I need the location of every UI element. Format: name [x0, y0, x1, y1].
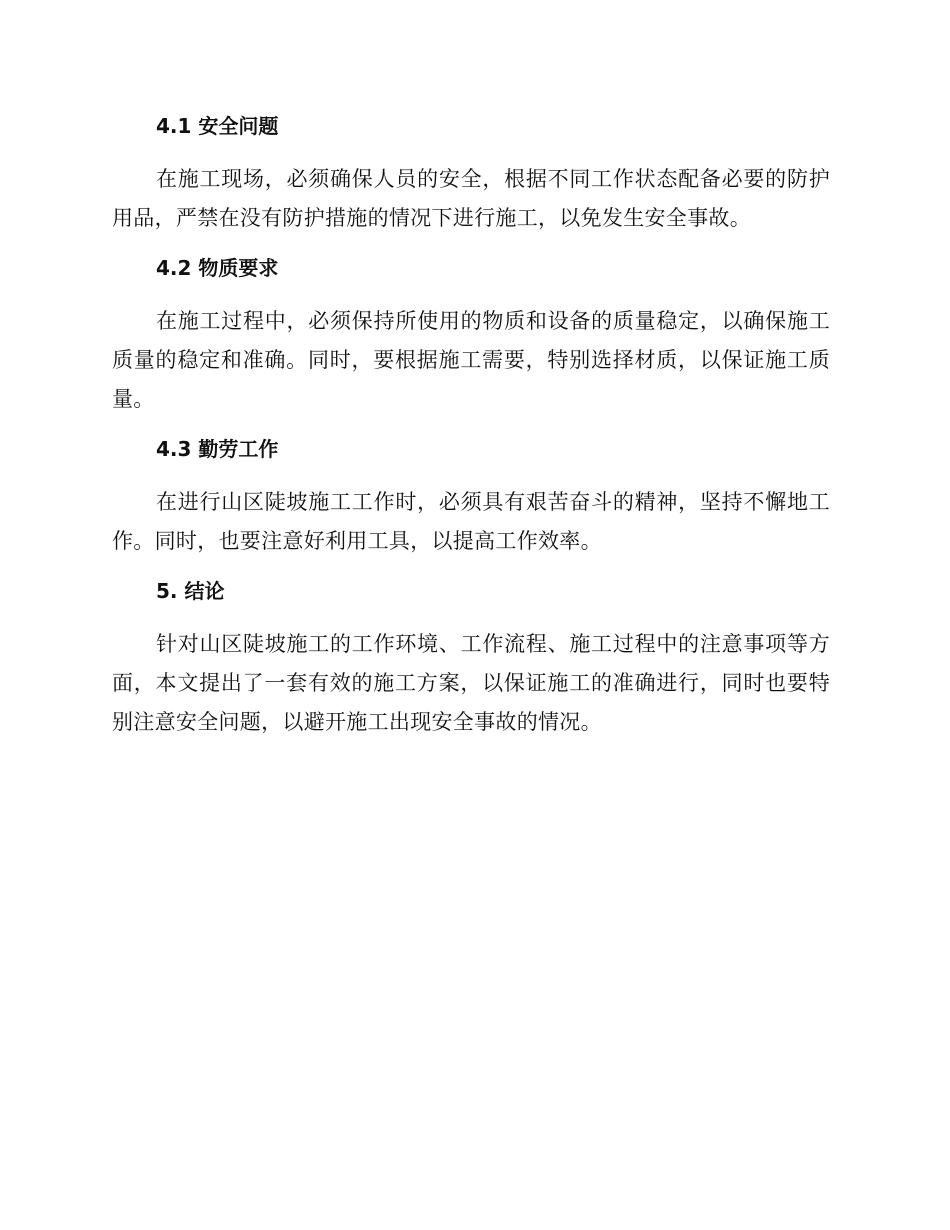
section-4-3 — [112, 431, 830, 561]
section-paragraph: 针对山区陡坡施工的工作环境、工作流程、施工过程中的注意事项等方面，本文提出了一套有效的施工方案，以保证施工的准确进行，同时也要特别注意安全问题，以避开施工出现安全事故的情况。 — [112, 632, 830, 734]
document-content — [112, 108, 830, 754]
section-paragraph: 在施工现场，必须确保人员的安全，根据不同工作状态配备必要的防护用品，严禁在没有防护措施的情况下进行施工，以免发生安全事故。 — [112, 167, 830, 230]
section-5 — [112, 573, 830, 742]
section-paragraph: 在进行山区陡坡施工工作时，必须具有艰苦奋斗的精神，坚持不懈地工作。同时，也要注意好利用工具，以提高工作效率。 — [112, 490, 830, 553]
section-paragraph: 在施工过程中，必须保持所使用的物质和设备的质量稳定，以确保施工质量的稳定和准确。同时，要根据施工需要，特别选择材质，以保证施工质量。 — [112, 309, 830, 411]
section-4-2 — [112, 250, 830, 419]
section-heading: 4.3 勤劳工作 — [156, 437, 279, 461]
section-heading: 5. 结论 — [156, 579, 225, 603]
section-4-1 — [112, 108, 830, 238]
section-heading: 4.1 安全问题 — [156, 114, 279, 138]
section-heading: 4.2 物质要求 — [156, 256, 279, 280]
